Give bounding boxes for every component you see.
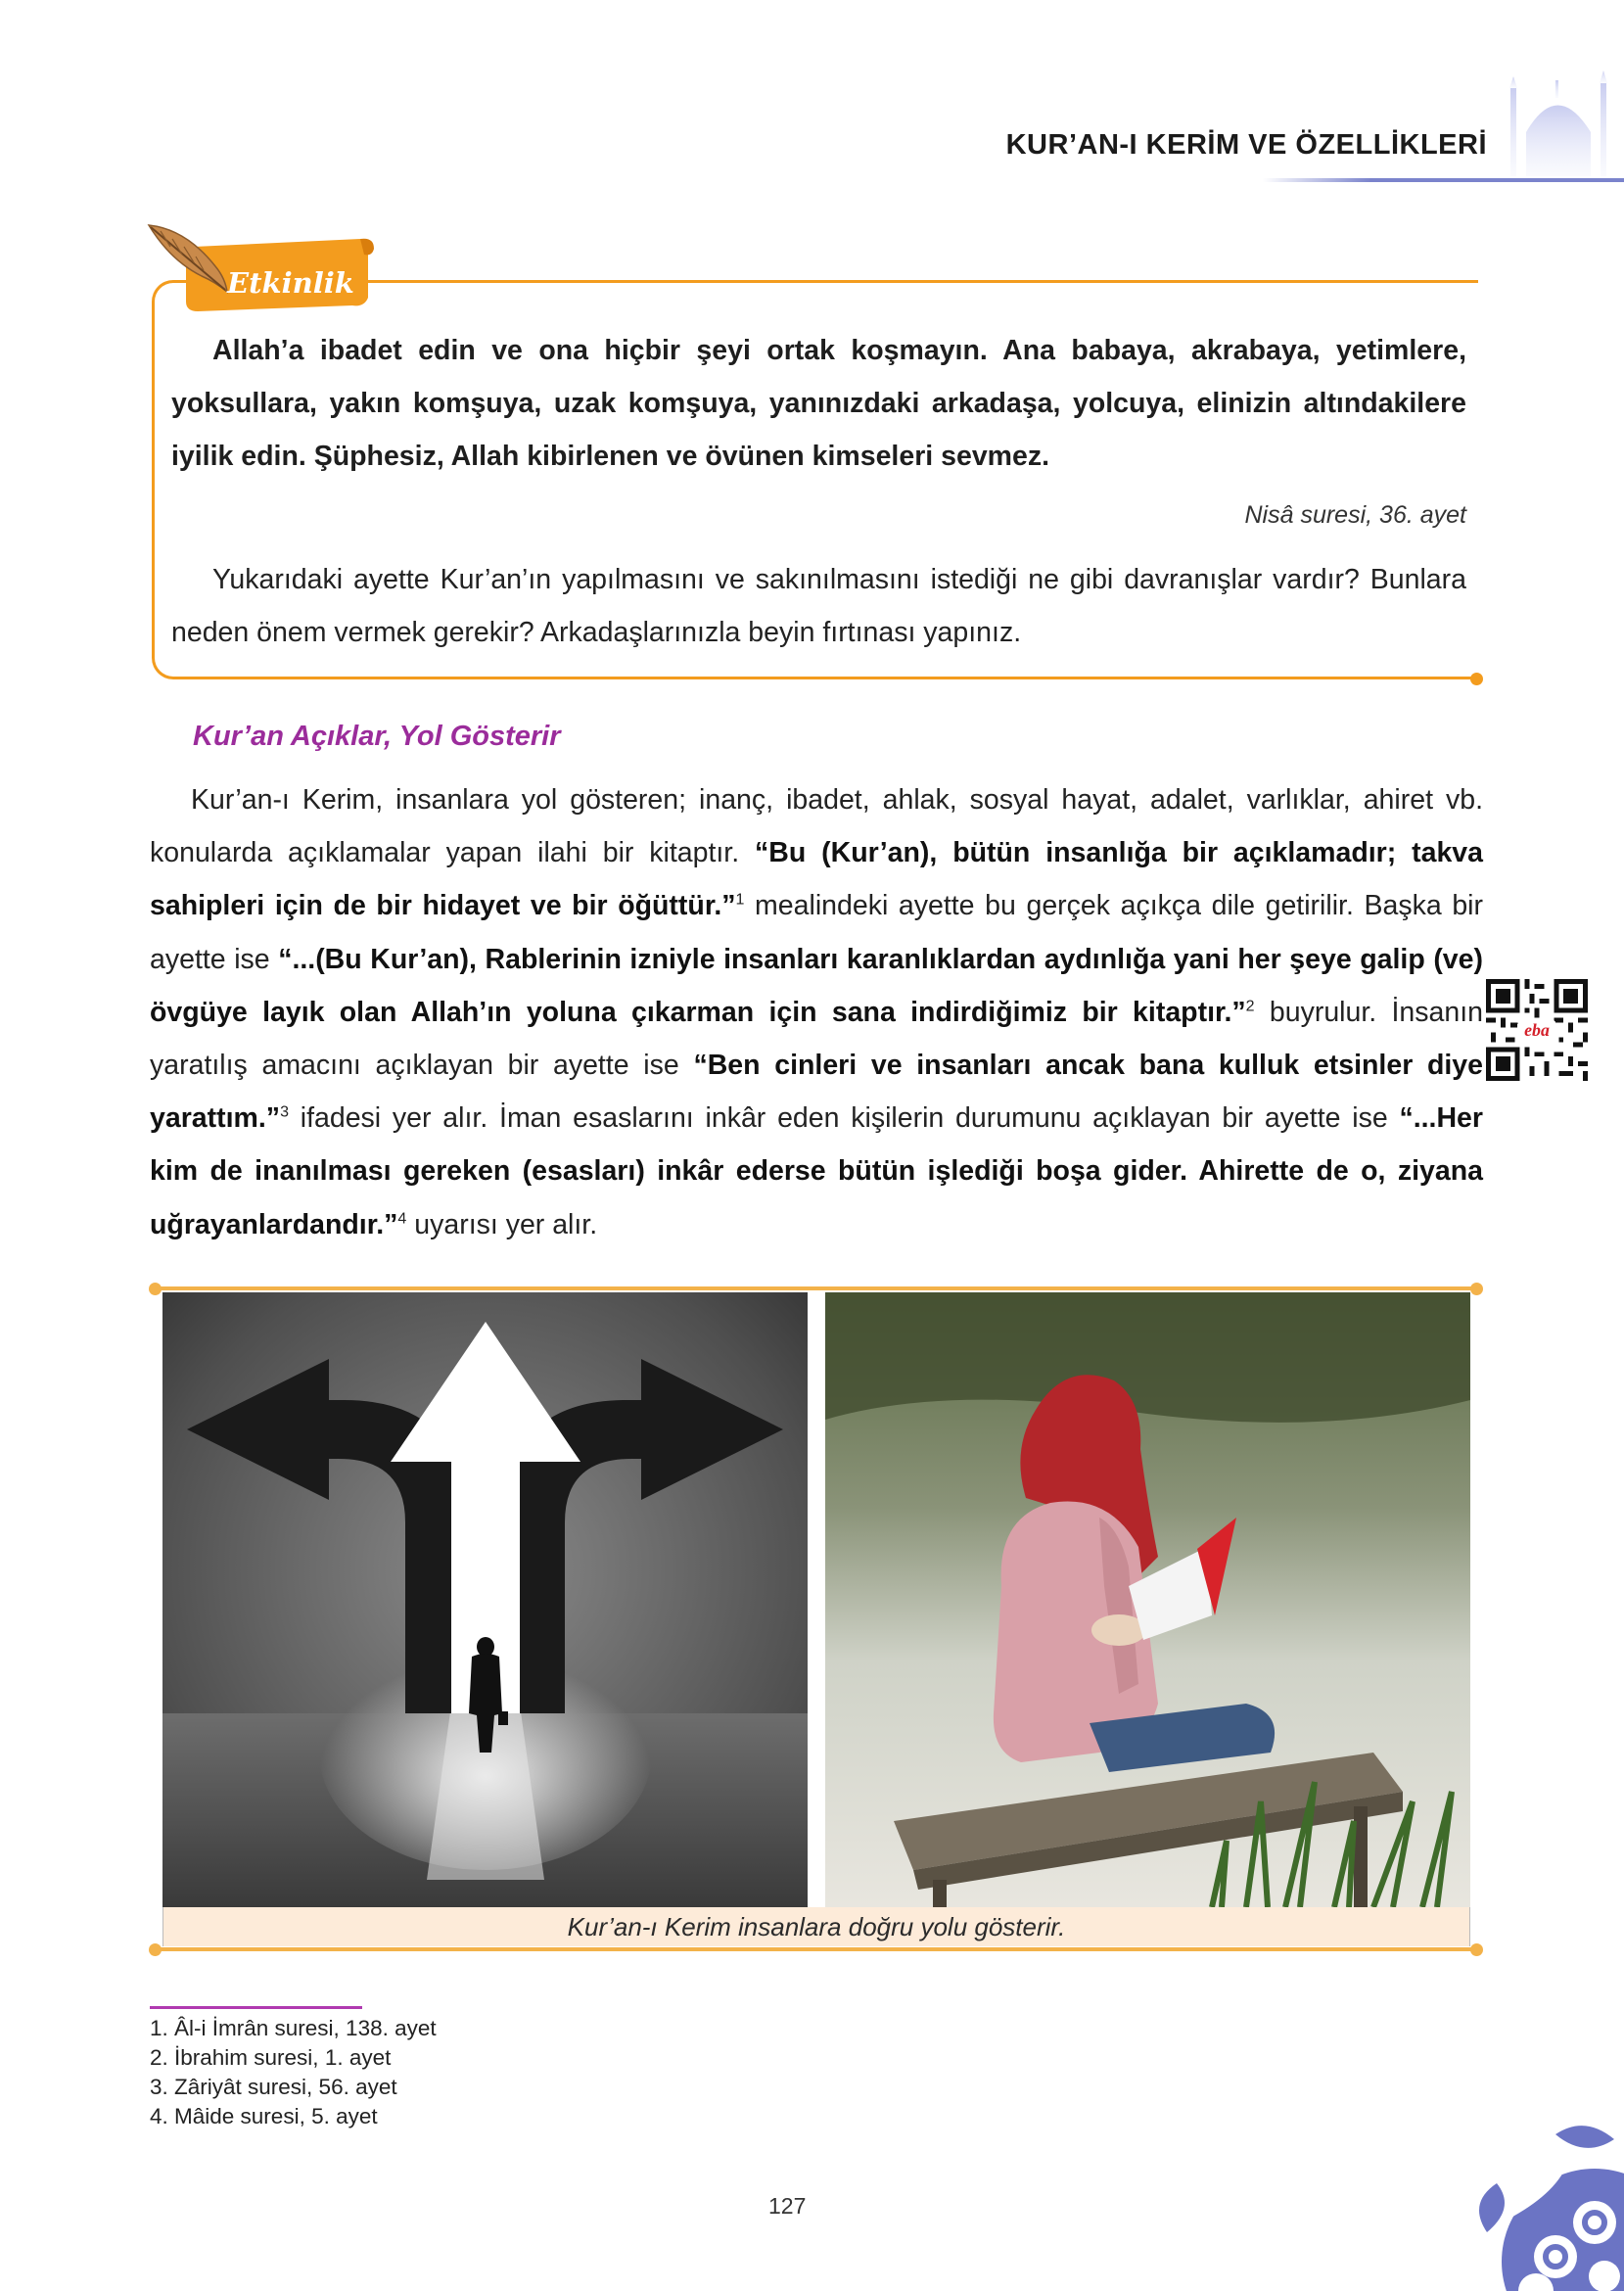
section-heading: Kur’an Açıklar, Yol Gösterir (193, 721, 561, 752)
chapter-title: KUR’AN-I KERİM VE ÖZELLİKLERİ (1005, 129, 1487, 161)
figure-caption: Kur’an-ı Kerim insanlara doğru yolu gösterir. (567, 1912, 1066, 1941)
photo-arrows-man (162, 1292, 808, 1907)
quote-3: “Ben cinleri ve insanları ancak bana kulluk etsinler diye yarattım.” (150, 1050, 1483, 1135)
body-text-1: Kur’an-ı Kerim, insanlara yol gösteren; inanç, ibadet, ahlak, sosyal hayat, adalet, varlıklar, ahiret vb. konularda açıklamalar yapan ilahi bir kitaptır. (150, 784, 1483, 869)
body-text-2: mealindeki ayette bu gerçek açıkça dile getirilir. Başka bir ayette ise (150, 890, 1483, 975)
header-rule (1263, 178, 1624, 182)
page-number: 127 (768, 2193, 807, 2219)
footnote-ref-2[interactable]: 2 (1245, 998, 1255, 1015)
figure-bottom-rule (155, 1947, 1476, 1951)
quote-2: “...(Bu Kur’an), Rablerinin izniyle insanları karanlıklardan aydınlığa yani her şeye galip (ve) övgüye layık olan Allah’ın yoluna çıkarman için sana indirdiğimiz bir kitaptır.” (150, 943, 1483, 1028)
figure-top-rule (155, 1286, 1476, 1290)
footnote-ref-1[interactable]: 1 (735, 891, 745, 909)
mosque-silhouette-icon (1497, 59, 1624, 196)
body-paragraph (150, 773, 1483, 1251)
footnote-3: 3. Zâriyât suresi, 56. ayet (150, 2075, 397, 2099)
footnote-ref-4[interactable]: 4 (397, 1210, 407, 1228)
qr-logo-text: eba (1524, 1019, 1550, 1040)
activity-verse (171, 324, 1466, 483)
activity-box-end-dot (1470, 673, 1483, 685)
activity-verse-text: Allah’a ibadet edin ve ona hiçbir şeyi ortak koşmayın. Ana babaya, akrabaya, yetimlere, yoksullara, yakın komşuya, uzak komşuya, yanınızdaki arkadaşa, yolcuya, elinizin altındakilere iyilik edin. Şüphesiz, Allah kibirlenen ve övünen kimseleri sevmez. (171, 335, 1466, 472)
figure-dot (1470, 1283, 1483, 1295)
figure-dot (149, 1943, 162, 1956)
quote-4: “...Her kim de inanılması gereken (esasları) inkâr ederse bütün işlediği boşa gider. Ahirette de o, ziyana uğrayanlardandır.” (150, 1102, 1483, 1240)
body-text-3: buyrulur. İnsanın yaratılış amacını açıklayan bir ayette ise (150, 996, 1483, 1082)
figure-dot (149, 1283, 162, 1295)
figure-dot (1470, 1943, 1483, 1956)
body-text-5: uyarısı yer alır. (406, 1208, 598, 1240)
footnote-rule (150, 2006, 362, 2009)
qr-code[interactable] (1486, 979, 1588, 1081)
verse-source: Nisâ suresi, 36. ayet (1244, 501, 1466, 529)
floral-ornament-icon (1458, 2115, 1624, 2291)
footnotes (150, 2014, 437, 2131)
quote-1: “Bu (Kur’an), bütün insanlığa bir açıklamadır; takva sahipleri için de bir hidayet ve bir öğüttür.” (150, 837, 1484, 922)
footnote-ref-3[interactable]: 3 (280, 1103, 289, 1121)
footnote-2: 2. İbrahim suresi, 1. ayet (150, 2045, 392, 2070)
footnote-4: 4. Mâide suresi, 5. ayet (150, 2104, 378, 2128)
activity-question-text: Yukarıdaki ayette Kur’an’ın yapılmasını ve sakınılmasını istediği ne gibi davranışlar vardır? Bunlara neden önem vermek gerekir? Arkadaşlarınızla beyin fırtınası yapınız. (171, 564, 1466, 648)
body-text-4: ifadesi yer alır. İman esaslarını inkâr eden kişilerin durumunu açıklayan bir ayette ise (288, 1102, 1400, 1135)
activity-tag-label: Etkinlik (227, 266, 354, 300)
activity-question (171, 553, 1466, 659)
footnote-1: 1. Âl-i İmrân suresi, 138. ayet (150, 2016, 437, 2040)
photo-woman-reading-by-lake (825, 1292, 1470, 1907)
